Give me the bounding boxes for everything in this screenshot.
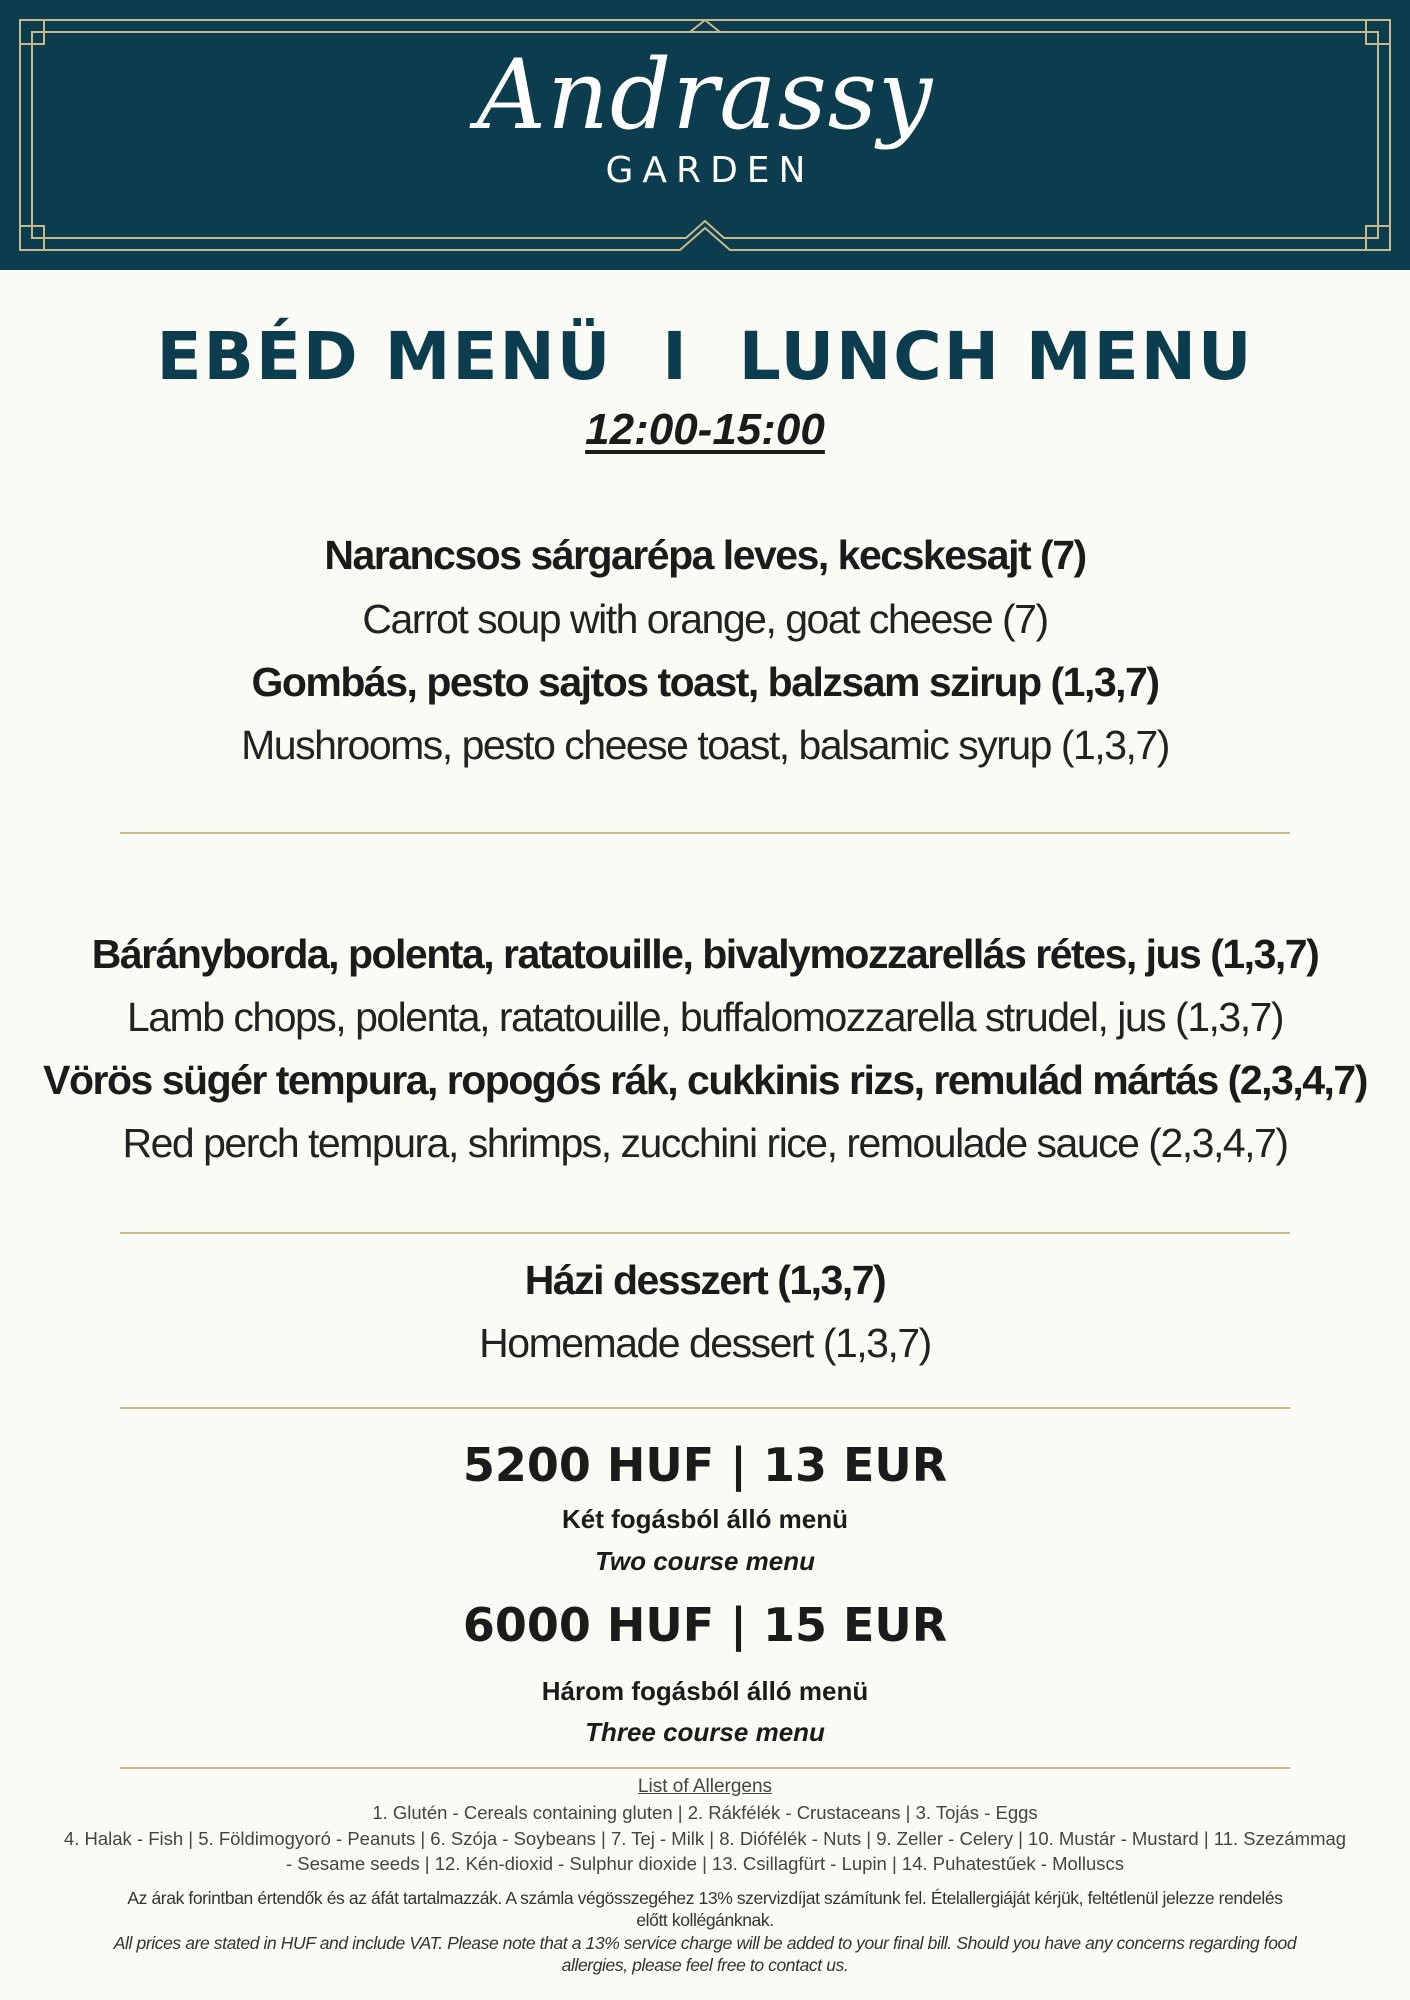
menu-hours: 12:00-15:00 [585, 405, 825, 454]
price-note-hu: Az árak forintban értendők és az áfát tartalmazzák. A számla végösszegéhez 13% szervizdíjat számítunk fel. Ételallergiáját kérjük, feltétlenül jelezze rendelés előtt kollégánknak. [127, 1888, 1283, 1930]
divider [120, 832, 1290, 834]
divider [120, 1407, 1290, 1409]
price-two-course: 5200 HUF | 13 EUR [462, 1438, 948, 1492]
starter-2-hu: Gombás, pesto sajtos toast, balzsam szirup (1,3,7) [251, 659, 1159, 705]
main-1-en: Lamb chops, polenta, ratatouille, buffalomozzarella strudel, jus (1,3,7) [126, 994, 1284, 1040]
dessert-hu: Házi desszert (1,3,7) [524, 1257, 886, 1303]
allergen-list-title: List of Allergens [637, 1776, 773, 1797]
dessert-en: Homemade dessert (1,3,7) [479, 1320, 931, 1366]
main-1-hu: Báránybordа, polenta, ratatouille, bivalymozzarellás rétes, jus (1,3,7) [91, 931, 1319, 977]
price-three-course: 6000 HUF | 15 EUR [462, 1598, 948, 1652]
two-course-label-en: Two course menu [594, 1546, 816, 1576]
divider [120, 1767, 1290, 1769]
starter-1-hu: Narancsos sárgarépa leves, kecskesajt (7) [324, 532, 1086, 578]
price-note-en: All prices are stated in HUF and include VAT. Please note that a 13% service charge will be added to your final bill. Should you have any concerns regarding food allergies, please feel free to contact us. [113, 1933, 1297, 1975]
three-course-label-hu: Három fogásból álló menü [541, 1676, 869, 1706]
allergen-line-1: 1. Glutén - Cereals containing gluten | 2. Rákfélék - Crustaceans | 3. Tojás - Eggs [372, 1802, 1038, 1823]
brand-logo-script: Andrassy [476, 39, 934, 151]
allergen-line-2: 4. Halak - Fish | 5. Földimogyoró - Peanuts | 6. Szója - Soybeans | 7. Tej - Milk | 8. Diófélék - Nuts | 9. Zeller - Celery | 10. Mustár - Mustard | 11. Szezámmag - Sesame seeds | 12. Kén-dioxid - Sulphur dioxide | 13. Csillagfürt - Lupin | 14. Puhatestűek - Molluscs [63, 1828, 1347, 1874]
header-banner [0, 0, 1410, 270]
starter-2-en: Mushrooms, pesto cheese toast, balsamic syrup (1,3,7) [241, 722, 1169, 768]
brand-logo-subtitle: GARDEN [605, 150, 815, 191]
three-course-label-en: Three course menu [585, 1717, 825, 1747]
main-2-hu: Vörös sügér tempura, ropogós rák, cukkinis rizs, remulád mártás (2,3,4,7) [43, 1057, 1367, 1103]
main-2-en: Red perch tempura, shrimps, zucchini rice, remoulade sauce (2,3,4,7) [122, 1120, 1288, 1166]
brand-logo [0, 40, 1410, 191]
two-course-label-hu: Két fogásból álló menü [561, 1504, 849, 1534]
menu-title: EBÉD MENÜ I LUNCH MENU [156, 318, 1254, 395]
starter-1-en: Carrot soup with orange, goat cheese (7) [362, 596, 1048, 642]
divider [120, 1232, 1290, 1234]
